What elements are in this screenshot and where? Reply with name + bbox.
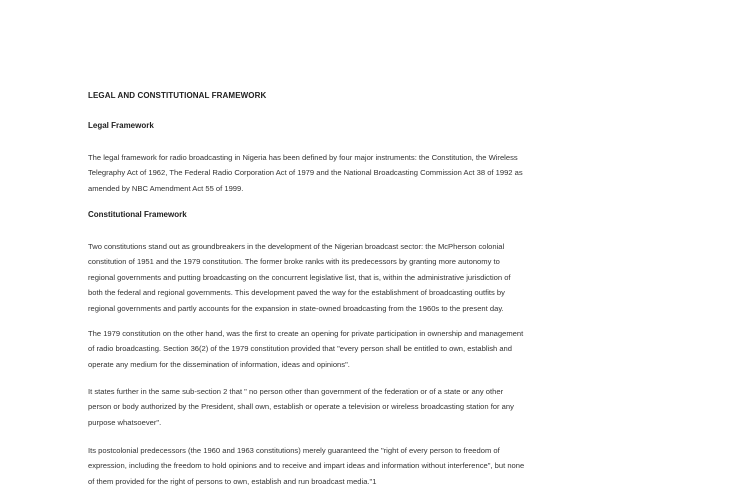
paragraph-line: of radio broadcasting. Section 36(2) of the 1979 constitution provided that "every person shall be entitled to own, establish and xyxy=(88,344,512,354)
paragraph-line: of them provided for the right of persons to own, establish and run broadcast media."1 xyxy=(88,476,377,486)
paragraph-1979-constitution xyxy=(88,326,656,372)
paragraph-line: amended by NBC Amendment Act 55 of 1999. xyxy=(88,183,244,193)
paragraph-line: regional governments and partly accounts for the expansion in state-owned broadcasting from the 1960s to the present day. xyxy=(88,303,504,313)
paragraph-constitutions xyxy=(88,239,656,316)
paragraph-line: The legal framework for radio broadcasting in Nigeria has been defined by four major instruments: the Constitution, the Wireless xyxy=(88,153,518,162)
paragraph-sub-section-2 xyxy=(88,384,656,430)
paragraph-line: regional governments and putting broadcasting on the concurrent legislative list, that is, within the administrative jurisdiction of xyxy=(88,272,511,282)
section-heading-constitutional-framework: Constitutional Framework xyxy=(88,210,187,219)
section-heading-legal-framework: Legal Framework xyxy=(88,121,154,130)
paragraph-line: expression, including the freedom to hold opinions and to receive and impart ideas and information without interference", but none xyxy=(88,461,525,471)
paragraph-postcolonial xyxy=(88,443,656,489)
paragraph-legal-framework xyxy=(88,150,656,196)
paragraph-line: It states further in the same sub-section 2 that " no person other than government of the federation or of a state or any other xyxy=(88,387,504,396)
paragraph-line: both the federal and regional governments. This development paved the way for the establishment of broadcasting outfits by xyxy=(88,288,505,298)
paragraph-line: purpose whatsoever". xyxy=(88,417,162,427)
paragraph-line: operate any medium for the dissemination of information, ideas and opinions". xyxy=(88,359,350,369)
document-title: LEGAL AND CONSTITUTIONAL FRAMEWORK xyxy=(88,91,267,100)
paragraph-line: Its postcolonial predecessors (the 1960 and 1963 constitutions) merely guaranteed the "right of every person to freedom of xyxy=(88,446,500,455)
paragraph-line: Two constitutions stand out as groundbreakers in the development of the Nigerian broadcast sector: the McPherson colonial xyxy=(88,242,505,251)
paragraph-line: The 1979 constitution on the other hand, was the first to create an opening for private participation in ownership and management xyxy=(88,329,524,338)
paragraph-line: constitution of 1951 and the 1979 constitution. The former broke ranks with its predecessors by granting more autonomy to xyxy=(88,257,500,267)
paragraph-line: person or body authorized by the President, shall own, establish or operate a television or wireless broadcasting station for any xyxy=(88,402,514,412)
paragraph-line: Telegraphy Act of 1962, The Federal Radio Corporation Act of 1979 and the National Broadcasting Commission Act 38 of 1992 as xyxy=(88,168,523,178)
